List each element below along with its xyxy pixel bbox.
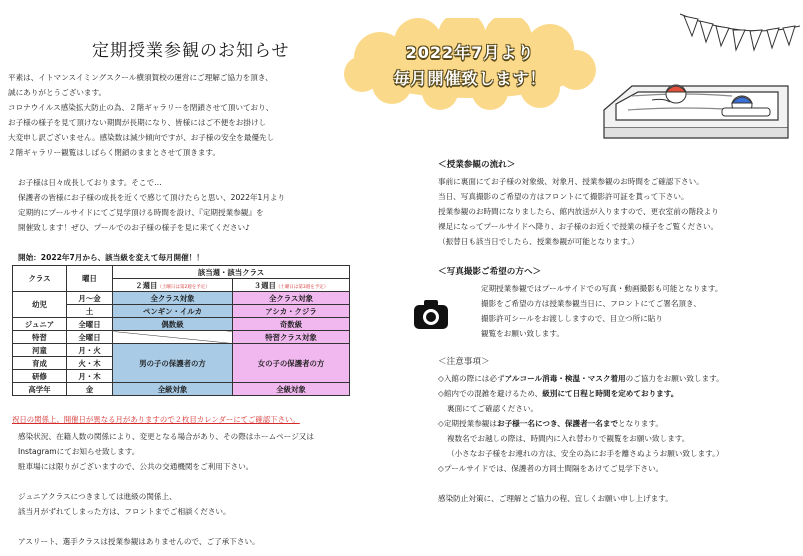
header-week-group: 該当週・該当クラス [113,266,350,279]
table-row: 幼児 月～金 全クラス対象 全クラス対象 [13,292,350,305]
photo-heading: ＜写真撮影ご希望の方へ＞ [438,267,542,277]
flow-line-4: 裸足になってプールサイドへ降り、お子様のお近くで授業の様子をご覧ください。 [438,222,719,231]
banner-line-2: 毎月開催致します！ [393,69,547,88]
bottom-left-line-1: 感染状況、在籍人数の関係により、変更となる場合があり、その際はホームページ又は [18,432,314,441]
banner-line-1: 2022年7月より [405,43,535,62]
para2-line-2: 保護者の皆様にお子様の成長を近くで感じて頂けたらと思い、2022年1月より [18,193,286,202]
header-week-3: ３週目（土曜日は第3週を予定） [233,279,350,292]
flow-heading: ＜授業参観の流れ＞ [438,160,516,170]
photo-line-4: 観覧をお願い致します。 [481,329,564,338]
para2-line-3: 定期的にプールサイドにてご見学頂ける時間を設け、『定期授業参観』を [18,208,264,217]
table-row: 育成 火・木 [13,357,350,370]
photo-line-1: 定期授業参観ではプールサイドでの写真・動画撮影も可能となります。 [481,284,723,293]
para2-line-4: 開催致します！ぜひ、プールでのお子様の様子を見に来てください♪ [18,223,250,232]
para2-line-1: お子様は日々成長しております。そこで… [18,178,162,187]
pool-illustration [592,0,803,150]
intro-line-1: 平素は、イトマンスイミングスクール横須賀校の運営にご理解ご協力を頂き、 [8,73,273,82]
intro-line-5: 大変申し訳ございません。感染数は減少傾向ですが、お子様の安全を最優先し [8,133,275,142]
table-row: ジュニア 全曜日 偶数級 奇数級 [13,318,350,331]
junior-note-line-1: ジュニアクラスにつきましては進級の関係上、 [18,492,177,501]
junior-note-line-2: 該当月がずれてしまった方は、フロントまでご相談ください。 [18,507,231,516]
table-row: 研修 月・木 [13,370,350,383]
bottom-left-line-3: 駐車場には限りがございますので、公共の交通機関をご利用下さい。 [18,462,254,471]
schedule-table [12,265,350,396]
table-row: 高学年 金 全級対象 全級対象 [13,383,350,396]
note-2: ◇館内での混雑を避けるため、級別にて日程と時間を定めております。 [438,389,679,398]
flow-line-2: 当日、写真撮影のご希望の方はフロントにて撮影許可証を貰って下さい。 [438,192,689,201]
intro-line-6: ２階ギャラリー観覧はしばらく閉鎖のままとさせて頂きます。 [8,148,221,157]
notes-heading: ＜注意事項＞ [438,357,490,367]
closing-line: 感染防止対策に、ご理解とご協力の程、宜しくお願い申し上げます。 [438,494,673,503]
note-3c: （小さなお子様をお連れの方は、安全の為にお手を離さぬようお願い致します。） [447,449,724,458]
empty-diagonal-cell [113,331,233,344]
camera-icon [412,296,450,334]
bottom-left-line-2: Instagramにてお知らせ致します。 [18,447,140,456]
note-3: ◇定期授業参観はお子様一名につき、保護者一名までとなります。 [438,419,664,428]
header-class: クラス [13,266,67,292]
flow-line-3: 授業参観のお時間になりましたら、館内放送が入りますので、更衣室前の階段より [438,207,719,216]
boys-parents-cell: 男の子の保護者の方 [113,344,233,383]
table-caption: 開始：2022年7月から、該当級を変えて毎月開催！！ [18,253,204,262]
bunting-flags [680,14,800,50]
table-row: 特習 全曜日 特習クラス対象 [13,331,350,344]
note-1: ◇入館の際には必ずアルコール消毒・検温・マスク着用のご協力をお願い致します。 [438,374,724,383]
page-title: 定期授業参観のお知らせ [92,41,290,61]
photo-line-2: 撮影をご希望の方は授業参観当日に、フロントにてご署名頂き、 [481,299,701,308]
athlete-note: アスリート、選手クラスは授業参観はありませんので、ご了承下さい。 [18,537,260,546]
cloud-banner-shape [340,18,600,110]
photo-line-3: 撮影許可シールをお渡ししますので、目立つ所に貼り [481,314,663,323]
note-2b: 裏面にてご確認ください。 [447,404,539,413]
note-3b: 複数名でお越しの際は、時間内に入れ替わりで観覧をお願い致します。 [447,434,690,443]
table-header-row [13,266,350,279]
flow-line-5: （振替日も該当日でしたら、授業参観が可能となります。） [438,237,639,246]
table-row: 河童 月・火 男の子の保護者の方 女の子の保護者の方 [13,344,350,357]
flow-line-1: 事前に裏面にてお子様の対象級、対象月、授業参観のお時間をご確認下さい。 [438,177,704,186]
header-week-2: ２週目（土曜日は第2週を予定） [113,279,233,292]
intro-line-2: 誠にありがとうございます。 [8,88,107,97]
intro-line-3: コロナウイルス感染拡大防止の為、２階ギャラリーを閉鎖させて頂いており、 [8,103,274,112]
holiday-note: 祝日の関係上、開催日が異なる月がありますので２枚目カレンダーにてご確認下さい。 [12,415,300,424]
girls-parents-cell: 女の子の保護者の方 [233,344,350,383]
header-day: 曜日 [67,266,113,292]
note-4: ◇プールサイドでは、保護者の方同士間隔をあけてご見学下さい。 [438,464,664,473]
table-row: 土 ペンギン・イルカ アシカ・クジラ [13,305,350,318]
intro-line-4: お子様の様子を見て頂けない期間が長期になり、皆様にはご不便をお掛けし [8,118,267,127]
